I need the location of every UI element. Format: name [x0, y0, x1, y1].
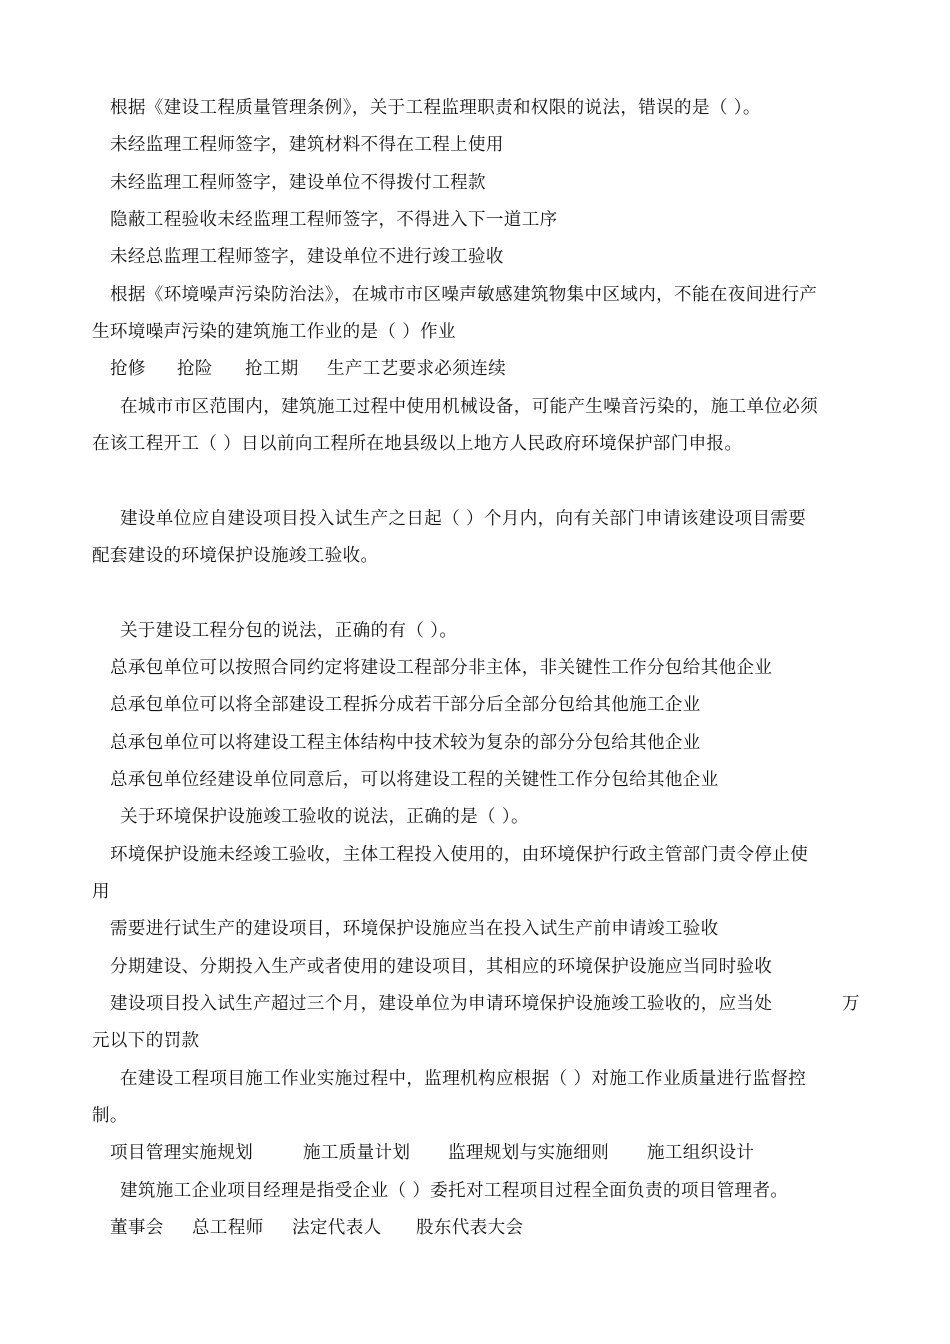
options-row-manager — [110, 1216, 523, 1240]
question-2: 根据《环境噪声污染防治法》，在城市市区噪声敏感建筑物集中区域内，不能在夜间进行产 — [110, 285, 818, 305]
option-line: 环境保护设施未经竣工验收，主体工程投入使用的，由环境保护行政主管部门责令停止使 — [110, 845, 809, 865]
question-2-cont: 生环境噪声污染的建筑施工作业的是（ ）作业 — [92, 322, 456, 342]
question-4: 建设单位应自建设项目投入试生产之日起（ ）个月内，向有关部门申请该建设项目需要 — [120, 509, 807, 529]
option-item: 项目管理实施规划 — [110, 1143, 254, 1163]
question-8: 建筑施工企业项目经理是指受企业（ ）委托对工程项目过程全面负责的项目管理者。 — [120, 1181, 789, 1201]
question-3-cont: 在该工程开工（ ）日以前向工程所在地县级以上地方人民政府环境保护部门申报。 — [92, 434, 743, 454]
option-line: 需要进行试生产的建设项目，环境保护设施应当在投入试生产前申请竣工验收 — [110, 919, 719, 939]
option-item: 总工程师 — [192, 1218, 264, 1238]
option-item: 法定代表人 — [292, 1218, 382, 1238]
option-item: 抢工期 — [245, 359, 299, 379]
option-item: 抢险 — [177, 359, 213, 379]
option-item: 施工组织设计 — [647, 1143, 755, 1163]
option-item: 抢修 — [110, 359, 146, 379]
option-item: 股东代表大会 — [416, 1218, 524, 1238]
question-6: 关于环境保护设施竣工验收的说法，正确的是（ ）。 — [120, 807, 529, 827]
option-line-cont: 元以下的罚款 — [92, 1031, 200, 1051]
question-5: 关于建设工程分包的说法，正确的有（ ）。 — [120, 621, 458, 641]
option-line: 建设项目投入试生产超过三个月，建设单位为申请环境保护设施竣工验收的，应当处 — [110, 994, 773, 1014]
option-line-fragment: 万 — [842, 994, 860, 1014]
option-line: 总承包单位可以将全部建设工程拆分成若干部分后全部分包给其他施工企业 — [110, 695, 701, 715]
option-line: 分期建设、分期投入生产或者使用的建设项目，其相应的环境保护设施应当同时验收 — [110, 957, 773, 977]
option-item: 董事会 — [110, 1218, 164, 1238]
option-line: 隐蔽工程验收未经监理工程师签字，不得进入下一道工序 — [110, 210, 558, 230]
question-7: 在建设工程项目施工作业实施过程中，监理机构应根据（ ）对施工作业质量进行监督控 — [120, 1069, 807, 1089]
option-line: 未经总监理工程师签字，建设单位不进行竣工验收 — [110, 247, 504, 267]
question-1: 根据《建设工程质量管理条例》，关于工程监理职责和权限的说法，错误的是（ ）。 — [110, 98, 761, 118]
option-item: 施工质量计划 — [303, 1143, 411, 1163]
option-line: 总承包单位经建设单位同意后，可以将建设工程的关键性工作分包给其他企业 — [110, 770, 719, 790]
options-row-supervision — [110, 1141, 754, 1165]
option-item: 监理规划与实施细则 — [448, 1143, 610, 1163]
option-line: 未经监理工程师签字，建筑材料不得在工程上使用 — [110, 135, 504, 155]
question-7-cont: 制。 — [92, 1106, 128, 1126]
option-line: 总承包单位可以按照合同约定将建设工程部分非主体，非关键性工作分包给其他企业 — [110, 658, 773, 678]
option-line: 未经监理工程师签字，建设单位不得拨付工程款 — [110, 173, 486, 193]
options-row-noise — [110, 357, 506, 381]
option-line-cont: 用 — [92, 882, 110, 902]
option-item: 生产工艺要求必须连续 — [327, 359, 506, 379]
question-4-cont: 配套建设的环境保护设施竣工验收。 — [92, 546, 379, 566]
question-3: 在城市市区范围内，建筑施工过程中使用机械设备，可能产生噪音污染的，施工单位必须 — [120, 397, 819, 417]
option-line: 总承包单位可以将建设工程主体结构中技术较为复杂的部分分包给其他企业 — [110, 733, 701, 753]
